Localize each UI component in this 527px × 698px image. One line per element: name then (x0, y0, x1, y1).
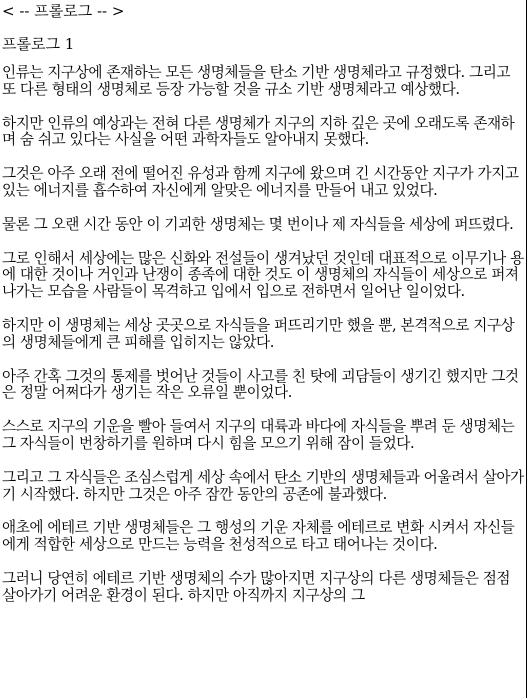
paragraph: 스스로 지구의 기운을 빨아 들여서 지구의 대륙과 바다에 자식들을 뿌려 둔 생명체는 그 자식들이 번창하기를 원하며 다시 힘을 모으기 위해 잠이 들었다. (2, 418, 515, 452)
paragraph: 아주 간혹 그것의 통제를 벗어난 것들이 사고를 친 탓에 괴담들이 생기긴 했지만 그것은 정말 어쩌다가 생기는 작은 오류일 뿐이었다. (2, 367, 519, 402)
chapter-title: 프롤로그 1 (2, 35, 75, 53)
paragraph: 하지만 이 생명체는 세상 곳곳으로 자식들을 퍼뜨리기만 했을 뿐, 본격적으로 지구상의 생명체들에게 큰 피해를 입히지는 않았다. (2, 316, 515, 351)
paragraph: 그것은 아주 오래 전에 떨어진 유성과 함께 지구에 왔으며 긴 시간동안 지구가 가지고 있는 에너지를 흡수하여 자신에게 알맞은 에너지를 만들어 내고 있었다. (2, 165, 519, 199)
paragraph: 애초에 에테르 기반 생명체들은 그 행성의 기운 자체를 에테르로 변화 시켜서 자신들에게 적합한 세상으로 만드는 능력을 천성적으로 타고 태어나는 것이다. (2, 519, 515, 554)
paragraph: 물론 그 오랜 시간 동안 이 기괴한 생명체는 몇 번이나 제 자식들을 세상에 퍼뜨렸다. (2, 215, 514, 233)
paragraph: 그리고 그 자식들은 조심스럽게 세상 속에서 탄소 기반의 생명체들과 어울려서 살아가기 시작했다. 하지만 그것은 아주 잠깐 동안의 공존에 불과했다. (2, 468, 524, 503)
chapter-body (2, 65, 525, 622)
paragraph: 하지만 인류의 예상과는 전혀 다른 생명체가 지구의 지하 깊은 곳에 오래도록 존재하며 숨 쉬고 있다는 사실을 어떤 과학자들도 알아내지 못했다. (2, 114, 515, 149)
paragraph: 그로 인해서 세상에는 많은 신화와 전설들이 생겨났던 것인데 대표적으로 이무기나 용에 대한 것이나 거인과 난쟁이 종족에 대한 것도 이 생명체의 자식들이 세상으로 퍼져 나가는 모습을 사람들이 목격하고 입에서 입으로 전하면서 일어난 일이었다. (2, 249, 524, 301)
paragraph: 그러니 당연히 에테르 기반 생명체의 수가 많아지면 지구상의 다른 생명체들은 점점 살아가기 어려운 환경이 된다. 하지만 아직까지 지구상의 그 (2, 569, 511, 604)
section-comment-header: < -- 프롤로그 -- > (2, 2, 125, 20)
paragraph: 인류는 지구상에 존재하는 모든 생명체들을 탄소 기반 생명체라고 규정했다. 그리고 또 다른 형태의 생명체로 등장 가능할 것을 규소 기반 생명체라고 예상했다. (2, 64, 511, 98)
